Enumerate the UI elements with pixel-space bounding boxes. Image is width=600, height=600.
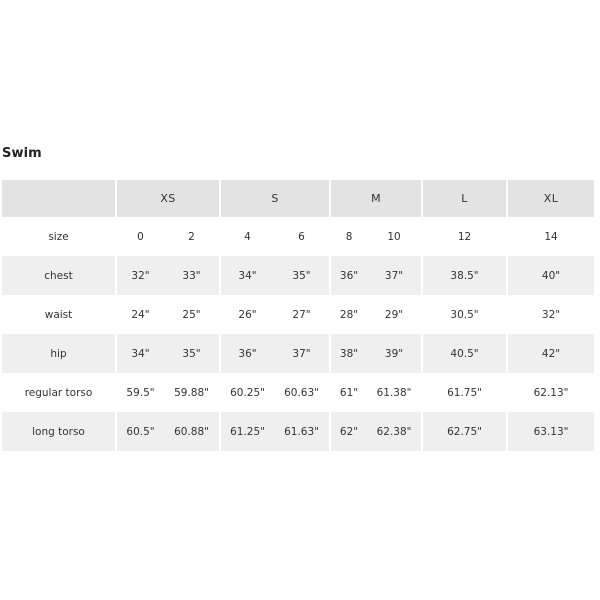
table-cell: 0 <box>116 217 164 256</box>
table-cell: 30.5" <box>422 295 507 334</box>
table-cell: 59.88" <box>174 386 209 399</box>
table-cell: 34" <box>116 334 164 373</box>
table-cell: 62.13" <box>507 373 594 412</box>
table-cell: 32" <box>507 295 594 334</box>
row-label: waist <box>44 308 73 321</box>
table-cell: 35" <box>274 256 330 295</box>
table-row <box>2 217 594 256</box>
table-cell: 60.88" <box>164 412 220 451</box>
table-cell: 37" <box>367 256 422 295</box>
table-cell: 4 <box>220 217 274 256</box>
row-label: regular torso <box>24 386 93 399</box>
table-row <box>2 412 594 451</box>
table-cell: 59.5" <box>116 373 164 412</box>
header-label-cell <box>2 180 116 217</box>
table-cell: 37" <box>274 334 330 373</box>
table-cell: 60.63" <box>284 386 319 399</box>
table-cell: 27" <box>292 308 311 321</box>
table-cell: 63.13" <box>507 412 594 451</box>
table-cell: 33" <box>164 256 220 295</box>
row-label: hip <box>2 334 116 373</box>
table-cell: 24" <box>116 295 164 334</box>
size-group-header: XL <box>507 180 594 217</box>
table-cell: 62.38" <box>367 412 422 451</box>
table-cell: 34" <box>220 256 274 295</box>
table-cell: 29" <box>384 308 404 321</box>
table-cell: 39" <box>367 334 422 373</box>
table-cell: 2 <box>188 230 195 243</box>
table-cell: 6 <box>298 230 305 243</box>
size-group-header: M <box>330 180 422 217</box>
row-label: long torso <box>2 412 116 451</box>
page-title: Swim <box>2 146 42 161</box>
table-cell: 38.5" <box>422 256 507 295</box>
size-group-header: S <box>220 180 330 217</box>
table-cell: 26" <box>220 295 274 334</box>
size-group-header: L <box>422 180 507 217</box>
table-cell: 36" <box>330 256 367 295</box>
table-cell: 61.75" <box>422 373 507 412</box>
table-row <box>2 334 594 373</box>
size-group-header-row <box>2 180 594 217</box>
table-row <box>2 256 594 295</box>
table-cell: 60.25" <box>220 373 274 412</box>
table-cell: 40" <box>507 256 594 295</box>
row-label: chest <box>2 256 116 295</box>
table-cell: 28" <box>330 295 367 334</box>
size-group-header: XS <box>116 180 220 217</box>
table-cell: 61.38" <box>376 386 412 399</box>
table-cell: 38" <box>330 334 367 373</box>
table-row <box>2 373 594 412</box>
table-cell: 40.5" <box>422 334 507 373</box>
table-cell: 62.75" <box>422 412 507 451</box>
table-cell: 42" <box>507 334 594 373</box>
table-cell: 10 <box>387 230 401 243</box>
table-cell: 60.5" <box>116 412 164 451</box>
table-cell: 14 <box>507 217 594 256</box>
table-cell: 61" <box>330 373 367 412</box>
row-label: size <box>48 230 69 243</box>
table-cell: 32" <box>116 256 164 295</box>
table-cell: 35" <box>164 334 220 373</box>
table-cell: 25" <box>182 308 201 321</box>
table-cell: 12 <box>422 217 507 256</box>
table-cell: 62" <box>330 412 367 451</box>
table-row <box>2 295 594 334</box>
table-cell: 61.25" <box>220 412 274 451</box>
table-cell: 61.63" <box>274 412 330 451</box>
size-chart-table <box>2 180 594 451</box>
table-cell: 36" <box>220 334 274 373</box>
table-cell: 8 <box>330 217 367 256</box>
